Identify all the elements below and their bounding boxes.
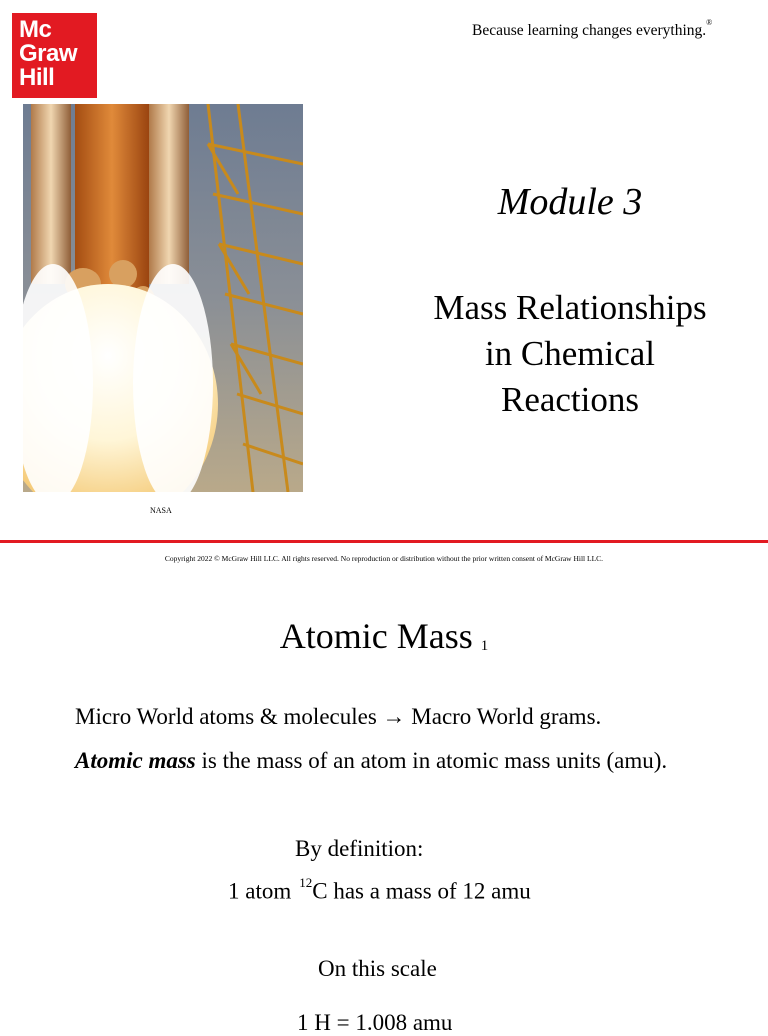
image-credit: NASA	[150, 506, 172, 515]
red-divider	[0, 540, 768, 543]
subtitle-line-3: Reactions	[500, 380, 640, 419]
term-atomic-mass: Atomic mass	[75, 748, 196, 773]
rocket-launch-illustration	[23, 104, 303, 492]
hydrogen-mass-line: 1 H = 1.008 amu	[297, 1010, 453, 1035]
tagline	[472, 18, 713, 40]
atom-prefix: 1 atom	[228, 878, 292, 904]
subtitle-line-2: in Chemical	[484, 334, 656, 373]
definition-text: is the mass of an atom in atomic mass units (amu).	[195, 748, 668, 773]
by-definition-label: By definition:	[295, 836, 424, 861]
atomic-mass-definition	[75, 745, 695, 776]
mcgraw-hill-logo	[12, 13, 97, 98]
slide-title	[0, 615, 768, 657]
on-this-scale-label: On this scale	[318, 956, 437, 981]
rocket-launch-image	[23, 104, 303, 492]
copyright-notice: Copyright 2022 © McGraw Hill LLC. All rights reserved. No reproduction or distribution without the prior written consent of McGraw Hill LLC.	[164, 554, 604, 563]
atom-suffix: has a mass of 12 amu	[327, 878, 531, 904]
module-title: Module 3	[497, 181, 643, 223]
logo-line-2: Graw	[19, 40, 78, 67]
tagline-text: Because learning changes everything.	[472, 22, 707, 40]
subtitle-line-1: Mass Relationships	[433, 288, 707, 327]
module-subtitle	[400, 285, 740, 423]
carbon-12-statement	[228, 875, 531, 905]
slide-title-text: Atomic Mass	[279, 616, 473, 656]
slide-number: 1	[480, 638, 489, 654]
registered-mark: ®	[706, 18, 713, 27]
micro-macro-line: Micro World atoms & molecules → Macro World grams.	[75, 704, 602, 729]
isotope-mass-number: 12	[299, 875, 313, 890]
logo-line-1: Mc	[19, 16, 52, 43]
atom-symbol: C	[312, 878, 328, 904]
logo-line-3: Hill	[19, 64, 55, 91]
